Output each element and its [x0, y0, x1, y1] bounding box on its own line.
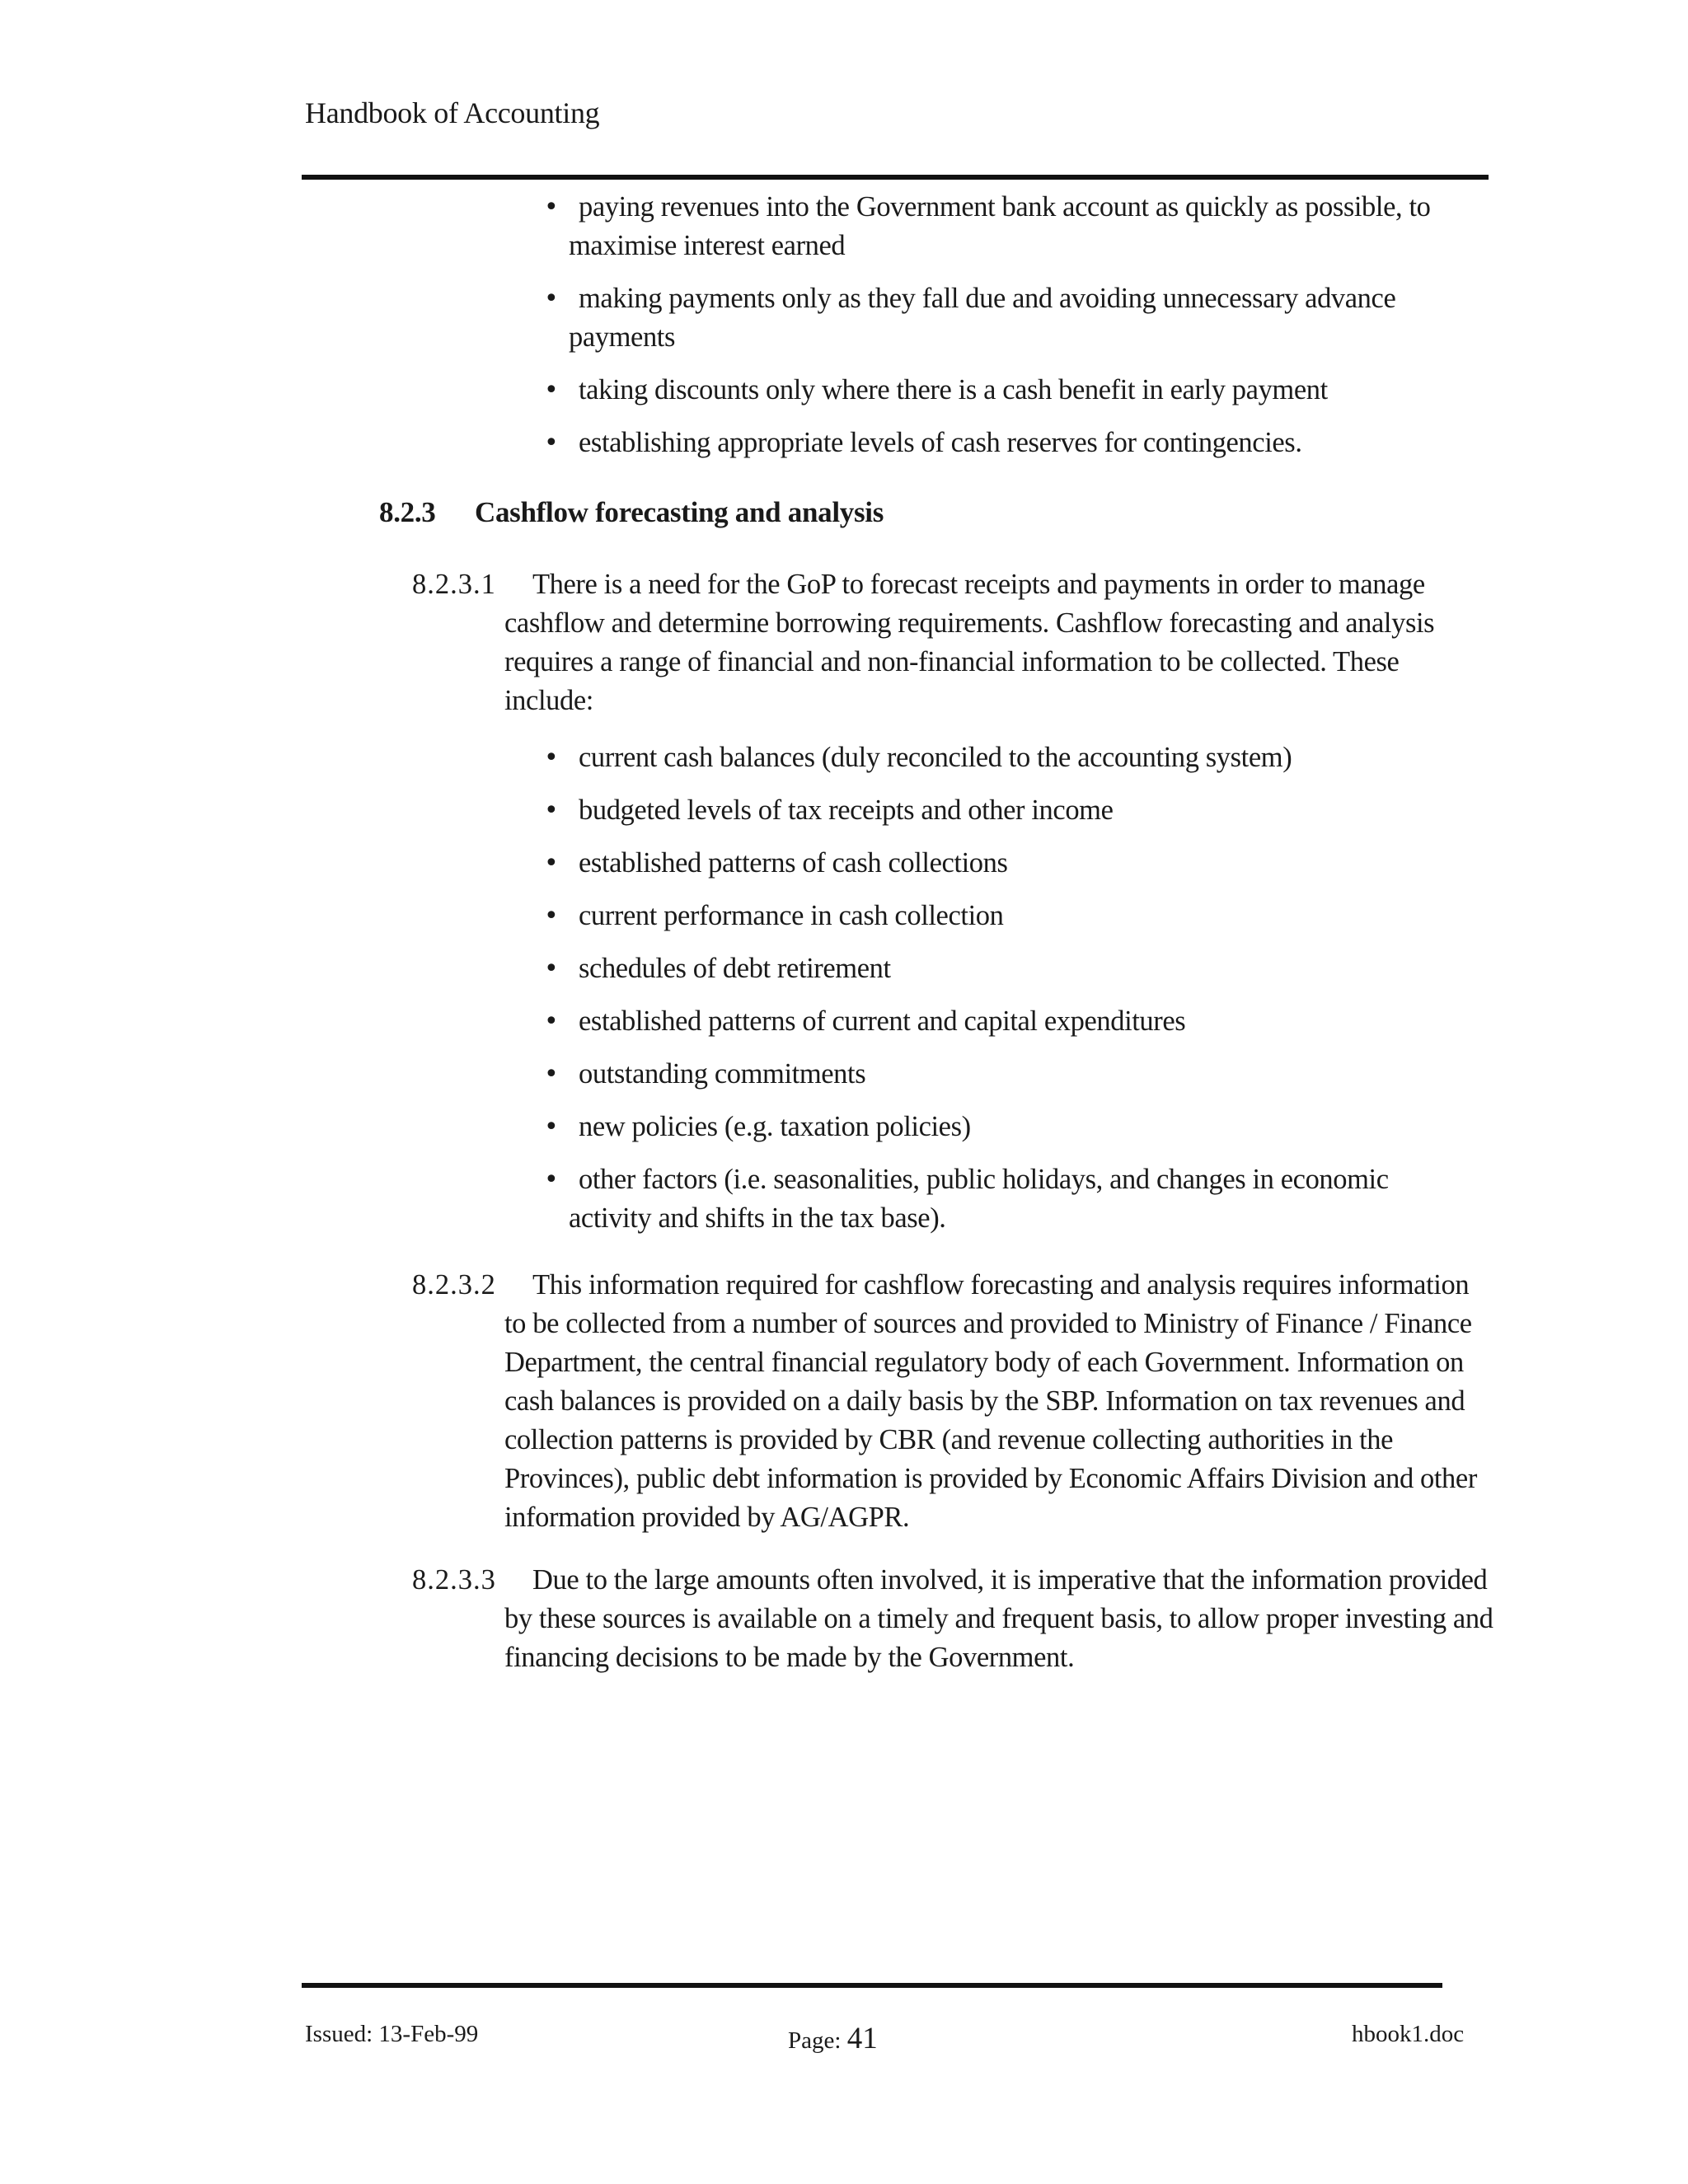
section-number: 8.2.3	[379, 496, 436, 528]
list-item	[0, 279, 1493, 357]
list-item	[0, 949, 1493, 988]
list-item-text: schedules of debt retirement	[579, 953, 891, 984]
bullet-icon: •	[544, 429, 559, 457]
bullet-icon: •	[544, 1165, 559, 1194]
paragraph-8-2-3-3	[0, 1561, 1688, 1677]
footer-page-label: Page:	[788, 2027, 847, 2054]
section-title: Cashflow forecasting and analysis	[475, 496, 884, 528]
list-item-text: paying revenues into the Government bank account as quickly as possible, to	[579, 191, 1431, 223]
list-item	[0, 424, 1493, 462]
list-item-text: current cash balances (duly reconciled to the accounting system)	[579, 742, 1292, 773]
list-item	[0, 897, 1493, 935]
paragraph-number: 8.2.3.3	[412, 1564, 496, 1596]
list-item-text: establishing appropriate levels of cash reserves for contingencies.	[579, 427, 1302, 458]
paragraph-8-2-3-2	[0, 1266, 1688, 1537]
bullet-icon: •	[544, 1113, 559, 1141]
list-item-text: making payments only as they fall due and avoiding unnecessary advance	[579, 283, 1396, 314]
list-item-text: outstanding commitments	[579, 1058, 866, 1090]
bullet-icon: •	[544, 849, 559, 878]
list-item	[0, 844, 1493, 883]
top-bullet-list	[0, 188, 1688, 476]
list-item-continuation: maximise interest earned	[569, 230, 846, 261]
list-item	[0, 1055, 1493, 1094]
list-item	[0, 371, 1493, 410]
bullet-icon: •	[544, 284, 559, 313]
list-item-text: taking discounts only where there is a cash benefit in early payment	[579, 374, 1328, 405]
paragraph-8-2-3-1	[0, 565, 1688, 720]
list-item	[0, 791, 1493, 830]
footer-rule	[302, 1983, 1442, 1988]
list-item	[0, 1160, 1493, 1238]
bullet-icon: •	[544, 743, 559, 772]
page-header-title: Handbook of Accounting	[305, 96, 600, 129]
paragraph-text: Due to the large amounts often involved, it is imperative that the information provided by these sources is available on a timely and frequent basis, to allow proper investing and financing decisions to be made by the Government.	[504, 1564, 1493, 1673]
info-bullet-list	[0, 738, 1688, 1252]
list-item-text: new policies (e.g. taxation policies)	[579, 1111, 971, 1142]
bullet-icon: •	[544, 193, 559, 222]
paragraph-number: 8.2.3.2	[412, 1269, 496, 1301]
list-item-text: other factors (i.e. seasonalities, public holidays, and changes in economic	[579, 1164, 1389, 1195]
bullet-icon: •	[544, 1060, 559, 1089]
list-item	[0, 1002, 1493, 1041]
footer-issued: Issued: 13-Feb-99	[305, 2021, 479, 2047]
list-item-continuation: payments	[569, 321, 676, 353]
paragraph-text: This information required for cashflow forecasting and analysis requires information to be collected from a number of sources and provided to Ministry of Finance / Finance Department, the central financial regulatory body of each Government. Information on cash balances is provided on a daily basis by the SBP. Information on tax revenues and collection patterns is provided by CBR (and revenue collecting authorities in the Provinces), public debt information is provided by Economic Affairs Division and other information provided by AG/AGPR.	[504, 1269, 1477, 1533]
paragraph-text: There is a need for the GoP to forecast receipts and payments in order to manage cashflow and determine borrowing requirements. Cashflow forecasting and analysis requires a range of financial and non-financial information to be collected. These include:	[504, 569, 1435, 716]
list-item	[0, 1108, 1493, 1146]
list-item	[0, 188, 1493, 265]
list-item-text: established patterns of cash collections	[579, 847, 1008, 879]
bullet-icon: •	[544, 954, 559, 983]
footer-page-number: 41	[846, 2022, 878, 2055]
paragraph-number: 8.2.3.1	[412, 569, 496, 600]
list-item	[0, 738, 1493, 777]
list-item-text: budgeted levels of tax receipts and other income	[579, 794, 1114, 826]
bullet-icon: •	[544, 1007, 559, 1036]
bullet-icon: •	[544, 902, 559, 930]
section-heading	[379, 496, 884, 529]
bullet-icon: •	[544, 376, 559, 405]
list-item-continuation: activity and shifts in the tax base).	[569, 1202, 946, 1234]
bullet-icon: •	[544, 796, 559, 825]
footer-page	[788, 2021, 878, 2056]
header-rule	[302, 175, 1489, 180]
list-item-text: current performance in cash collection	[579, 900, 1004, 931]
list-item-text: established patterns of current and capital expenditures	[579, 1005, 1186, 1037]
footer-filename: hbook1.doc	[1352, 2021, 1465, 2047]
